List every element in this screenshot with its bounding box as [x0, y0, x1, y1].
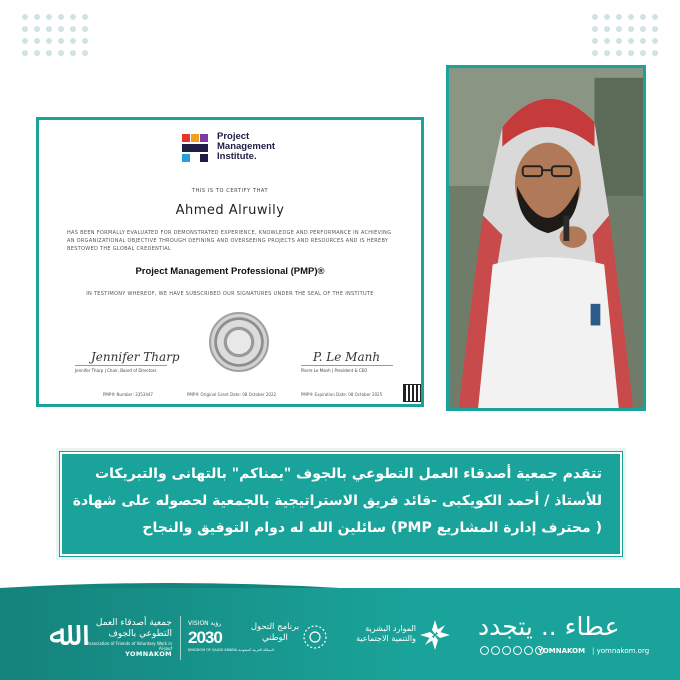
national-transformation-program: برنامج التحول الوطني	[250, 622, 300, 643]
credential-title: Project Management Professional (PMP)®	[135, 266, 325, 277]
decor-dots-right	[592, 14, 658, 56]
ntp-emblem-icon	[302, 624, 328, 650]
twitter-icon[interactable]	[524, 646, 533, 655]
person-photo-illustration	[449, 68, 643, 408]
snapchat-icon[interactable]	[480, 646, 489, 655]
decor-dots-left	[22, 14, 88, 56]
footer-divider	[180, 616, 181, 660]
social-handle[interactable]: YOMNAKOM	[538, 647, 586, 655]
yomnakom-logo-icon: ﷲ	[49, 614, 69, 654]
pmi-org-name: Project Management Institute.	[217, 131, 276, 162]
vision-year: 2030	[188, 628, 222, 647]
org-name-en: Association of Friends of Voluntary Work in Al-Jouf	[86, 641, 172, 651]
slogan: عطاء .. يتجدد	[478, 612, 620, 641]
social-icons	[480, 646, 544, 655]
expiry-date: PMP® Expiration Date: 08 October 2025	[301, 392, 383, 397]
facebook-icon[interactable]	[513, 646, 522, 655]
recipient-name: Ahmed Alruwily	[175, 203, 285, 218]
congratulations-banner	[60, 452, 622, 556]
signer-right-caption: Pierre Le Manh | President & CEO	[301, 368, 368, 373]
org-name-ar: جمعية أصدقاء العمل التطوعي بالجوف	[95, 618, 172, 639]
vision-subtitle: KINGDOM OF SAUDI ARABIA المملكة العربية السعودية	[188, 648, 275, 652]
signature-right: P. Le Manh	[313, 350, 381, 364]
signature-left: Jennifer Tharp	[91, 350, 180, 364]
grant-date: PMP® Original Grant Date: 08 October 2022	[187, 392, 277, 397]
signature-line-left	[75, 365, 167, 366]
vision-label: VISION رؤية	[188, 620, 222, 627]
certify-text: THIS IS TO CERTIFY THAT	[191, 188, 269, 194]
youtube-icon[interactable]	[491, 646, 500, 655]
message-line-1: تتقدم جمعية أصدقاء العمل التطوعي بالجوف "يمناكم" بالتهانى والتبريكات	[95, 466, 602, 482]
signature-line-right	[301, 365, 393, 366]
org-short-name: YOMNAKOM	[125, 650, 172, 658]
pmi-logo-icon	[182, 134, 208, 164]
pmp-number: PMP® Number: 3353447	[103, 392, 153, 397]
witness-text: IN TESTIMONY WHEREOF, WE HAVE SUBSCRIBED OUR SIGNATURES UNDER THE SEAL OF THE INSTITUTE	[86, 291, 374, 297]
recipient-photo	[446, 65, 646, 411]
certificate-image	[36, 117, 424, 407]
instagram-icon[interactable]	[502, 646, 511, 655]
certificate-body: HAS BEEN FORMALLY EVALUATED FOR DEMONSTRATED EXPERIENCE, KNOWLEDGE AND PERFORMANCE IN ACHIEVING AN ORGANIZATIONAL OBJECTIVE THROUGH DEFINING AND OVERSEEING PROJECTS AND RESOURCES AND IS HEREBY BESTOWED THE GLOBAL CREDENTIAL	[67, 230, 392, 252]
institute-seal	[209, 312, 269, 372]
qr-code-icon	[403, 384, 421, 402]
message-line-3: ( محترف إدارة المشاريع PMP) سائلين الله له دوام التوفيق والنجاح	[142, 520, 602, 536]
hrsd-logo-icon	[418, 618, 452, 652]
website-link[interactable]: | yomnakom.org	[592, 647, 650, 655]
hrsd-ministry-name: الموارد البشرية والتنمية الاجتماعية	[356, 624, 416, 643]
signer-left-caption: Jennifer Tharp | Chair, Board of Directors	[75, 368, 157, 373]
message-line-2: للأستاذ / أحمد الكويكبى -قائد فريق الاستراتيجية بالجمعية لحصوله على شهادة	[72, 493, 602, 509]
